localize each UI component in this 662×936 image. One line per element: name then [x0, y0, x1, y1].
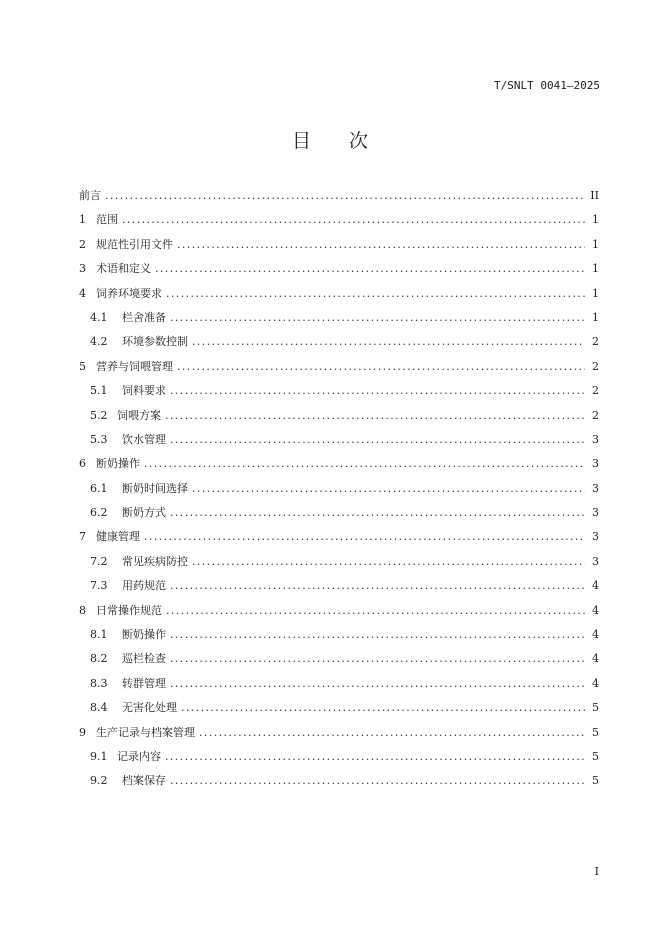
toc-dot-leader	[166, 604, 585, 617]
toc-entry-number: 5.2	[90, 408, 108, 422]
toc-entry-label: 无害化处理	[122, 701, 177, 715]
toc-dot-leader	[177, 360, 585, 373]
toc-dot-leader	[122, 213, 585, 226]
toc-dot-leader	[192, 482, 585, 495]
toc-entry[interactable]	[79, 431, 599, 455]
toc-entry-number: 8.1	[90, 628, 108, 642]
toc-dot-leader	[170, 628, 585, 641]
toc-entry[interactable]	[79, 358, 599, 382]
toc-dot-leader	[166, 287, 585, 300]
toc-entry-number: 7.3	[90, 579, 108, 593]
toc-entry[interactable]	[79, 772, 599, 796]
toc-entry-label: 营养与饲喂管理	[96, 359, 173, 373]
toc-entry-number: 4.2	[90, 335, 108, 349]
toc-entry-label: 饲养环境要求	[96, 286, 162, 300]
toc-dot-leader	[170, 652, 585, 665]
toc-entry-number: 8.3	[90, 676, 108, 690]
toc-dot-leader	[155, 262, 585, 275]
toc-entry-label: 术语和定义	[96, 262, 151, 276]
toc-entry-page: 1	[592, 310, 599, 324]
toc-entry[interactable]	[79, 309, 599, 333]
toc-entry-page: 1	[592, 237, 599, 251]
toc-entry-number: 4	[79, 286, 86, 300]
toc-dot-leader	[199, 726, 585, 739]
toc-entry-label: 断奶方式	[122, 506, 166, 520]
toc-dot-leader	[192, 555, 585, 568]
toc-title	[0, 126, 662, 153]
toc-entry-number: 7.2	[90, 554, 108, 568]
toc-dot-leader	[177, 238, 585, 251]
toc-entry[interactable]	[79, 528, 599, 552]
toc-entry-label: 环境参数控制	[122, 335, 188, 349]
toc-entry[interactable]	[79, 577, 599, 601]
toc-entry[interactable]	[79, 455, 599, 479]
toc-entry-page: 5	[592, 701, 599, 715]
toc-entry-number: 7	[79, 530, 86, 544]
toc-dot-leader	[144, 530, 585, 543]
toc-entry-label: 断奶时间选择	[122, 481, 188, 495]
toc-entry-page: 4	[592, 579, 599, 593]
toc-dot-leader	[170, 677, 585, 690]
toc-entry-page: 3	[592, 554, 599, 568]
toc-entry-page: 5	[592, 774, 599, 788]
toc-entry-page: 2	[592, 408, 599, 422]
toc-entry-page: 5	[592, 749, 599, 763]
toc-entry-page: 3	[592, 432, 599, 446]
toc-entry-number: 6.1	[90, 481, 108, 495]
document-code: T/SNLT 0041—2025	[494, 79, 600, 92]
toc-entry[interactable]	[79, 553, 599, 577]
toc-entry-label: 日常操作规范	[96, 603, 162, 617]
toc-entry-page: II	[590, 189, 599, 202]
toc-dot-leader	[170, 506, 585, 519]
toc-entry[interactable]	[79, 480, 599, 504]
toc-entry-page: 2	[592, 384, 599, 398]
toc-entry-label: 栏舍准备	[122, 310, 166, 324]
toc-entry[interactable]	[79, 333, 599, 357]
toc-entry-number: 9.1	[90, 749, 108, 763]
toc-entry-page: 1	[592, 286, 599, 300]
toc-entry-number: 9	[79, 725, 86, 739]
toc-entry-label: 巡栏检查	[122, 652, 166, 666]
toc-dot-leader	[170, 433, 585, 446]
toc-entry-label: 常见疾病防控	[122, 554, 188, 568]
toc-title-left: 目	[291, 130, 313, 152]
toc-entry[interactable]	[79, 260, 599, 284]
toc-entry-number: 5.3	[90, 432, 108, 446]
toc-entry-page: 5	[592, 725, 599, 739]
toc-dot-leader	[192, 335, 585, 348]
toc-entry-page: 4	[592, 652, 599, 666]
toc-entry-page: 4	[592, 603, 599, 617]
toc-entry-label: 范围	[96, 213, 118, 227]
toc-entry[interactable]	[79, 650, 599, 674]
toc-entry[interactable]	[79, 382, 599, 406]
toc-entry[interactable]	[79, 675, 599, 699]
toc-dot-leader	[165, 750, 585, 763]
toc-entry-number: 8.2	[90, 652, 108, 666]
table-of-contents	[79, 187, 599, 797]
toc-entry-page: 1	[592, 213, 599, 227]
toc-entry[interactable]	[79, 699, 599, 723]
toc-entry[interactable]	[79, 407, 599, 431]
toc-entry[interactable]	[79, 187, 599, 211]
toc-entry-label: 转群管理	[122, 676, 166, 690]
toc-entry-page: 2	[592, 335, 599, 349]
toc-entry[interactable]	[79, 285, 599, 309]
toc-entry[interactable]	[79, 748, 599, 772]
toc-entry-number: 6.2	[90, 506, 108, 520]
toc-entry-page: 4	[592, 676, 599, 690]
toc-entry-label: 饲喂方案	[117, 408, 161, 422]
toc-entry[interactable]	[79, 211, 599, 235]
toc-entry-label: 断奶操作	[96, 457, 140, 471]
page-number: I	[594, 865, 599, 878]
toc-dot-leader	[170, 311, 585, 324]
toc-entry-label: 用药规范	[122, 579, 166, 593]
toc-entry-number: 5.1	[90, 384, 108, 398]
toc-entry-number: 8.4	[90, 701, 108, 715]
toc-entry-number: 1	[79, 213, 86, 227]
toc-entry-number: 5	[79, 359, 86, 373]
toc-entry[interactable]	[79, 724, 599, 748]
toc-entry-number: 3	[79, 262, 86, 276]
toc-entry-label: 规范性引用文件	[96, 237, 173, 251]
toc-dot-leader	[170, 384, 585, 397]
toc-entry-number: 6	[79, 457, 86, 471]
toc-entry-label: 档案保存	[122, 774, 166, 788]
toc-entry-label: 断奶操作	[122, 628, 166, 642]
toc-entry-page: 3	[592, 481, 599, 495]
toc-dot-leader	[165, 409, 585, 422]
toc-entry-number: 2	[79, 237, 86, 251]
toc-entry[interactable]	[79, 602, 599, 626]
toc-title-right: 次	[349, 130, 371, 152]
toc-entry[interactable]	[79, 236, 599, 260]
toc-dot-leader	[181, 701, 585, 714]
toc-dot-leader	[144, 457, 585, 470]
toc-entry[interactable]	[79, 504, 599, 528]
toc-entry[interactable]	[79, 626, 599, 650]
toc-entry-label: 饲料要求	[122, 384, 166, 398]
toc-entry-page: 4	[592, 628, 599, 642]
toc-entry-page: 3	[592, 457, 599, 471]
toc-entry-page: 2	[592, 359, 599, 373]
toc-dot-leader	[105, 189, 584, 202]
toc-entry-page: 1	[592, 262, 599, 276]
toc-entry-label: 记录内容	[117, 749, 161, 763]
toc-entry-number: 8	[79, 603, 86, 617]
toc-dot-leader	[170, 579, 585, 592]
toc-entry-label: 生产记录与档案管理	[96, 725, 195, 739]
toc-entry-label: 前言	[79, 189, 101, 202]
toc-entry-page: 3	[592, 506, 599, 520]
toc-entry-label: 饮水管理	[122, 432, 166, 446]
toc-dot-leader	[170, 774, 585, 787]
toc-entry-number: 4.1	[90, 310, 108, 324]
toc-entry-label: 健康管理	[96, 530, 140, 544]
toc-entry-page: 3	[592, 530, 599, 544]
toc-entry-number: 9.2	[90, 774, 108, 788]
